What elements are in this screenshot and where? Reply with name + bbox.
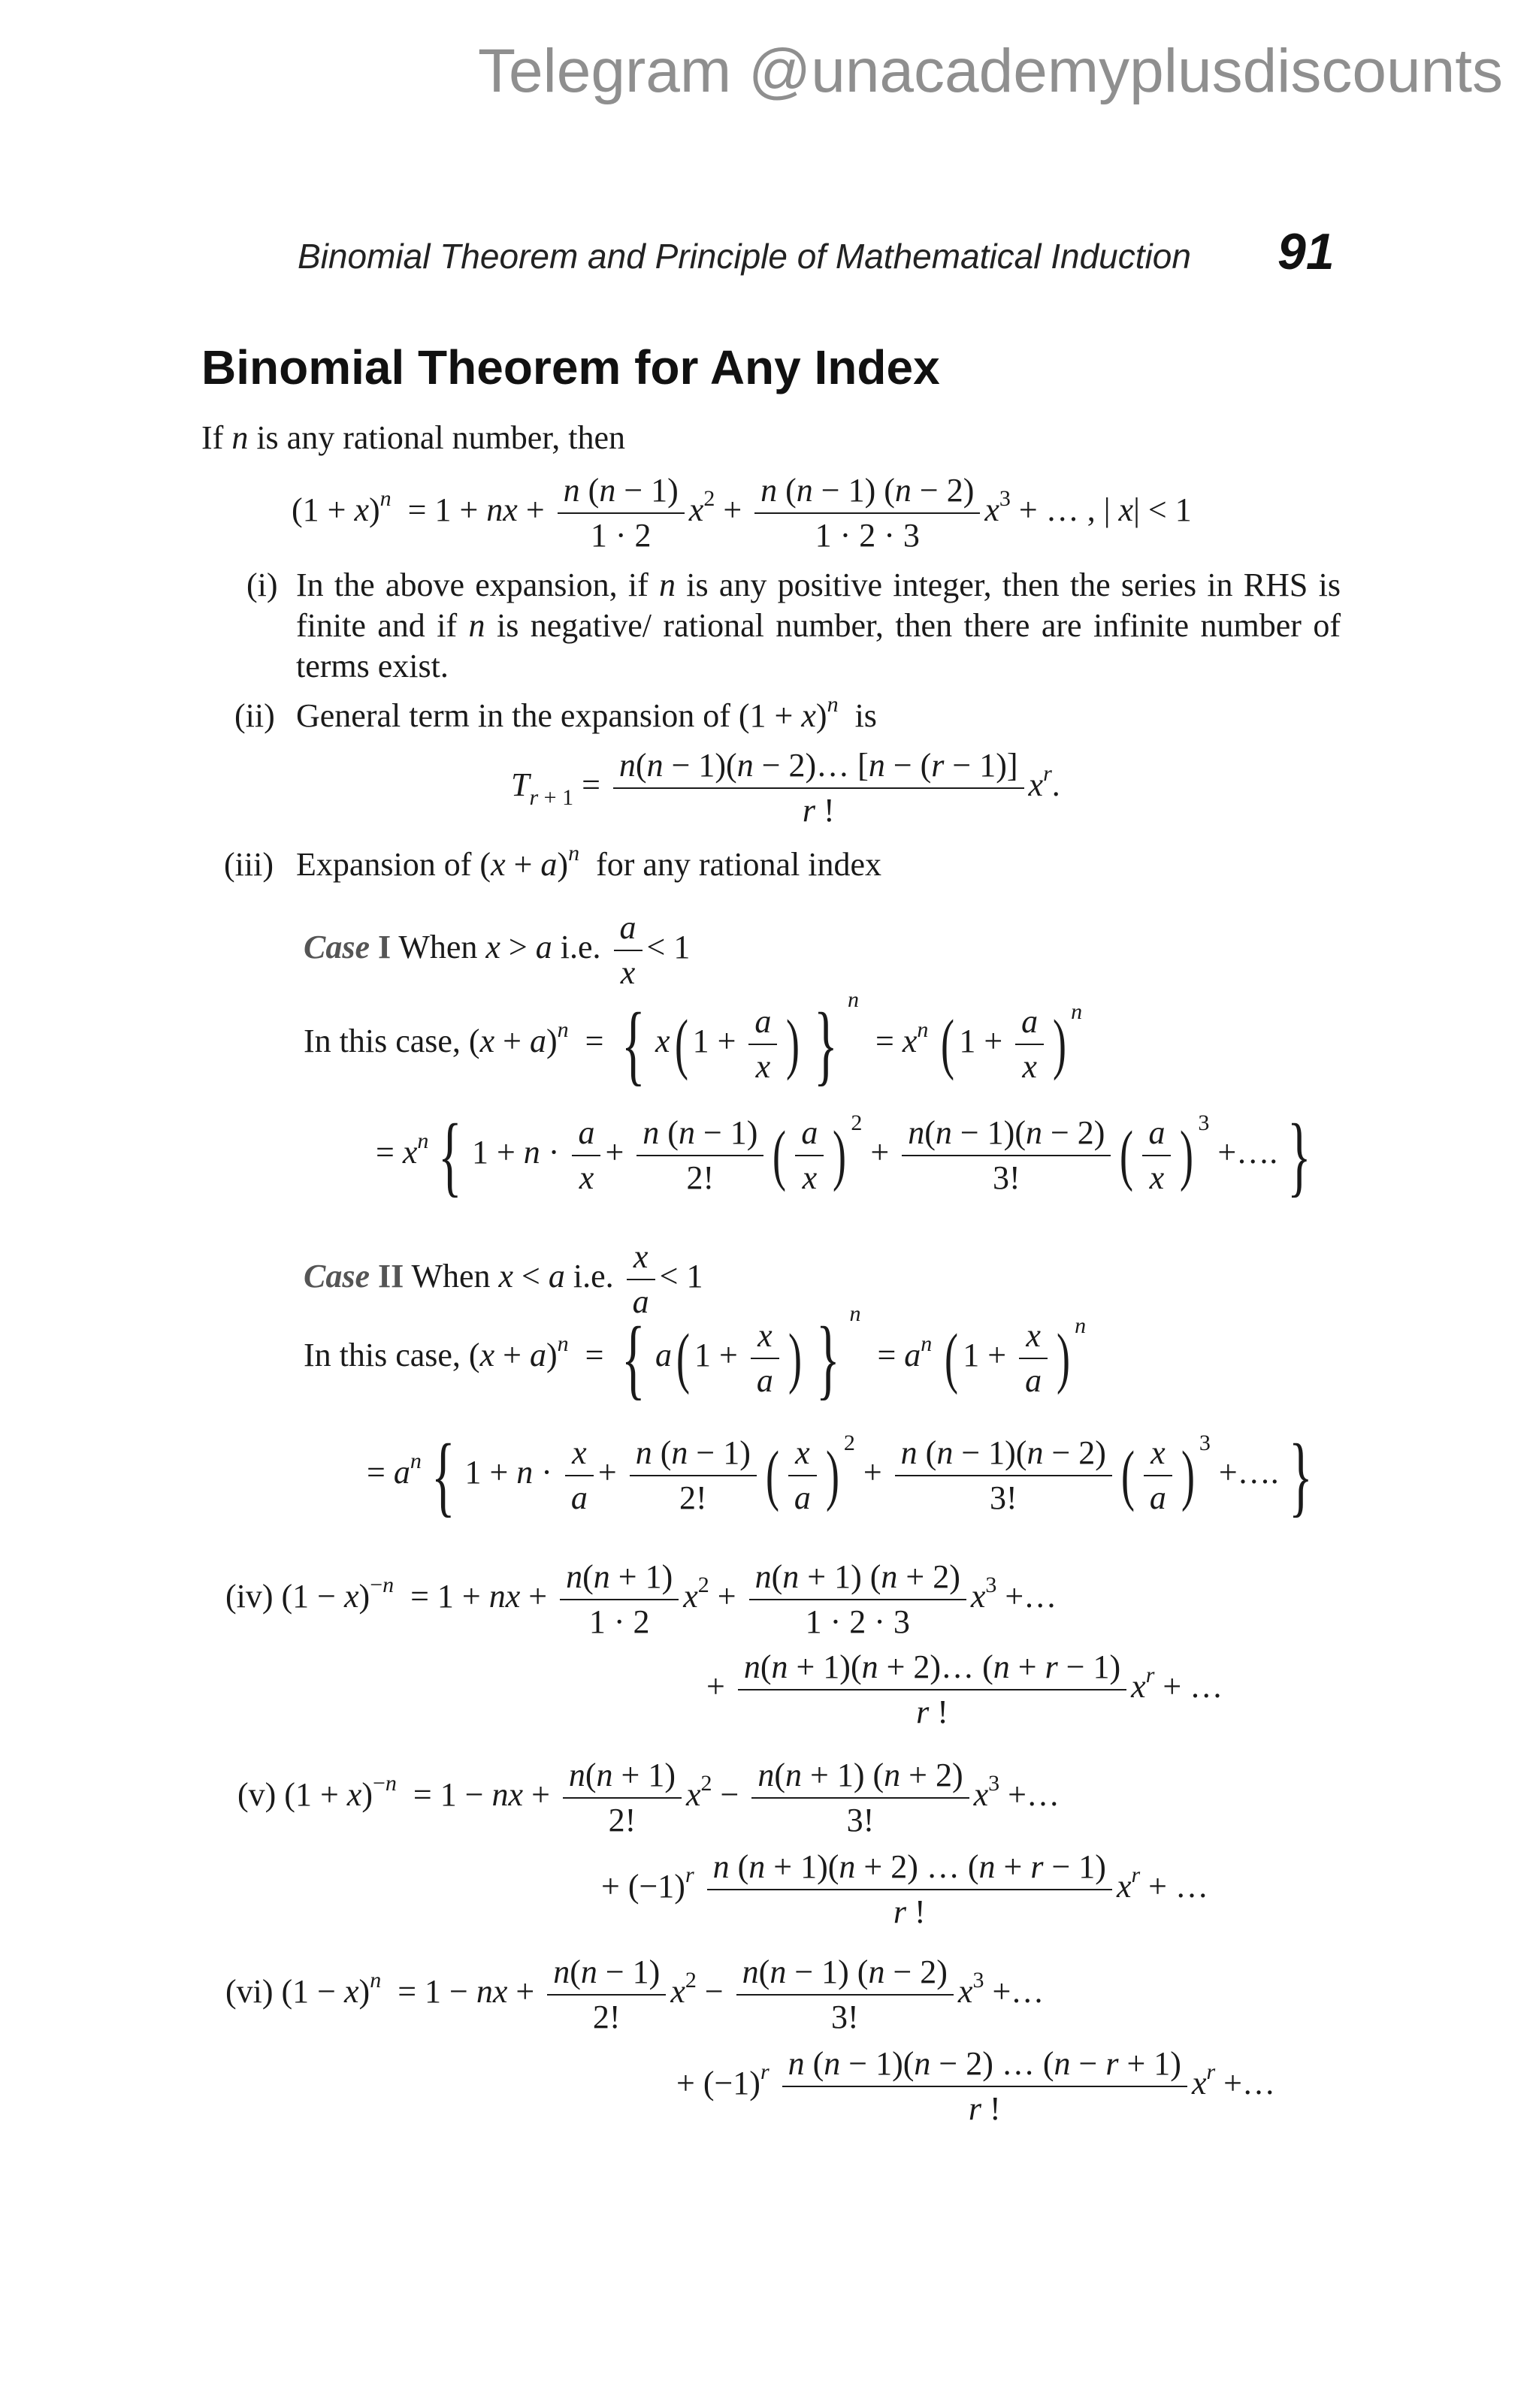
case-2-line-2: = $a^n$ { 1 + n · $\frac{x}{a}$ + $\frac{n (n - 1)}{2!}$ ( $\frac{x}{a}$ ) $^2$ + $\frac{n (n - 1)(n - 2)}{3!}$ ( $\frac{x}{a}$ ) $^3$ +…. }	[367, 1425, 1313, 1525]
case-2-condition: Case II When x < a i.e. $\frac{x}{a}$ < 1	[304, 1235, 703, 1324]
item-label-ii: (ii)	[234, 697, 275, 734]
page-number: 91	[1277, 223, 1335, 280]
item-label-iii: (iii)	[224, 846, 274, 883]
case-1-line-1: In this case, $(x + a)^n$ = { x( 1 + $\frac{a}{x}$ ) } $^n = x^n$ ( 1 + $\frac{a}{x}$ ) $^n$	[304, 987, 1083, 1094]
item-v-line-1: (v) $(1 + x)^{-n} = 1$ − nx + $\frac{n(n + 1)}{2!}$ $x^2$ − $\frac{n(n + 1) (n + 2)}{3!}$ $x^3$ +…	[237, 1754, 1060, 1842]
case-1-condition: Case I When x > a i.e. $\frac{a}{x}$ < 1	[304, 906, 690, 995]
item-iv-line-2: + $\frac{n(n + 1)(n + 2)\dots (n + r - 1)}{r !}$ $x^r$ + …	[706, 1645, 1223, 1734]
item-label-i: (i)	[246, 566, 278, 603]
running-head: Binomial Theorem and Principle of Mathematical Induction	[298, 237, 1191, 276]
case-2-line-1: In this case, $(x + a)^n$ = { a( 1 + $\frac{x}{a}$ ) } $^n = a^n$ ( 1 + $\frac{x}{a}$ ) $^n$	[304, 1301, 1087, 1408]
item-iii-text: Expansion of $(x + a)^n$ for any rational index	[296, 841, 882, 883]
item-v-line-2: + $(-1)^r$ $\frac{n (n + 1)(n + 2) \dots (n + r - 1)}{r !}$ $x^r$ + …	[601, 1845, 1208, 1934]
general-term-formula: $T_{r + 1}$ = $\frac{n(n - 1)(n - 2)\dots [n - (r - 1)]}{r !}$ $x^r$.	[511, 744, 1060, 832]
item-iv-line-1: (iv) $(1 - x)^{-n} = 1$ + nx + $\frac{n(n + 1)}{1 \cdot 2}$ $x^2$ + $\frac{n(n + 1) (n + 2)}{1 \cdot 2 \cdot 3}$ $x^3$ +…	[225, 1555, 1057, 1644]
item-ii-text: General term in the expansion of $(1 + x)^n$ is	[296, 692, 877, 734]
item-vi-line-1: (vi) $(1 - x)^n = 1$ − nx + $\frac{n(n - 1)}{2!}$ $x^2$ − $\frac{n(n - 1) (n - 2)}{3!}$ $x^3$ +…	[225, 1950, 1044, 2039]
item-vi-line-2: + $(-1)^r$ $\frac{n (n - 1)(n - 2) \dots (n - r + 1)}{r !}$ $x^r$ +…	[676, 2042, 1275, 2131]
case-1-line-2: = $x^n$ { 1 + n · $\frac{a}{x}$ + $\frac{n (n - 1)}{2!}$ ( $\frac{a}{x}$ ) $^2$ + $\frac{n(n - 1)(n - 2)}{3!}$ ( $\frac{a}{x}$ ) $^3$ +…. }	[376, 1105, 1311, 1205]
intro-text: If n is any rational number, then	[201, 419, 625, 456]
watermark-text: Telegram @unacademyplusdiscounts	[477, 37, 1503, 105]
main-expansion: $(1 + x)^n = 1$ + nx + $\frac{n (n - 1)}{1 \cdot 2}$ $x^2$ + $\frac{n (n - 1) (n - 2)}{1 \cdot 2 \cdot 3}$ $x^3$ + … , | x| < 1	[292, 469, 1192, 557]
section-title: Binomial Theorem for Any Index	[201, 340, 940, 394]
item-i-text: In the above expansion, if n is any positive integer, then the series in RHS is finite and if n is negative/ rational number, then there are infinite number of terms exist.	[296, 566, 1341, 684]
